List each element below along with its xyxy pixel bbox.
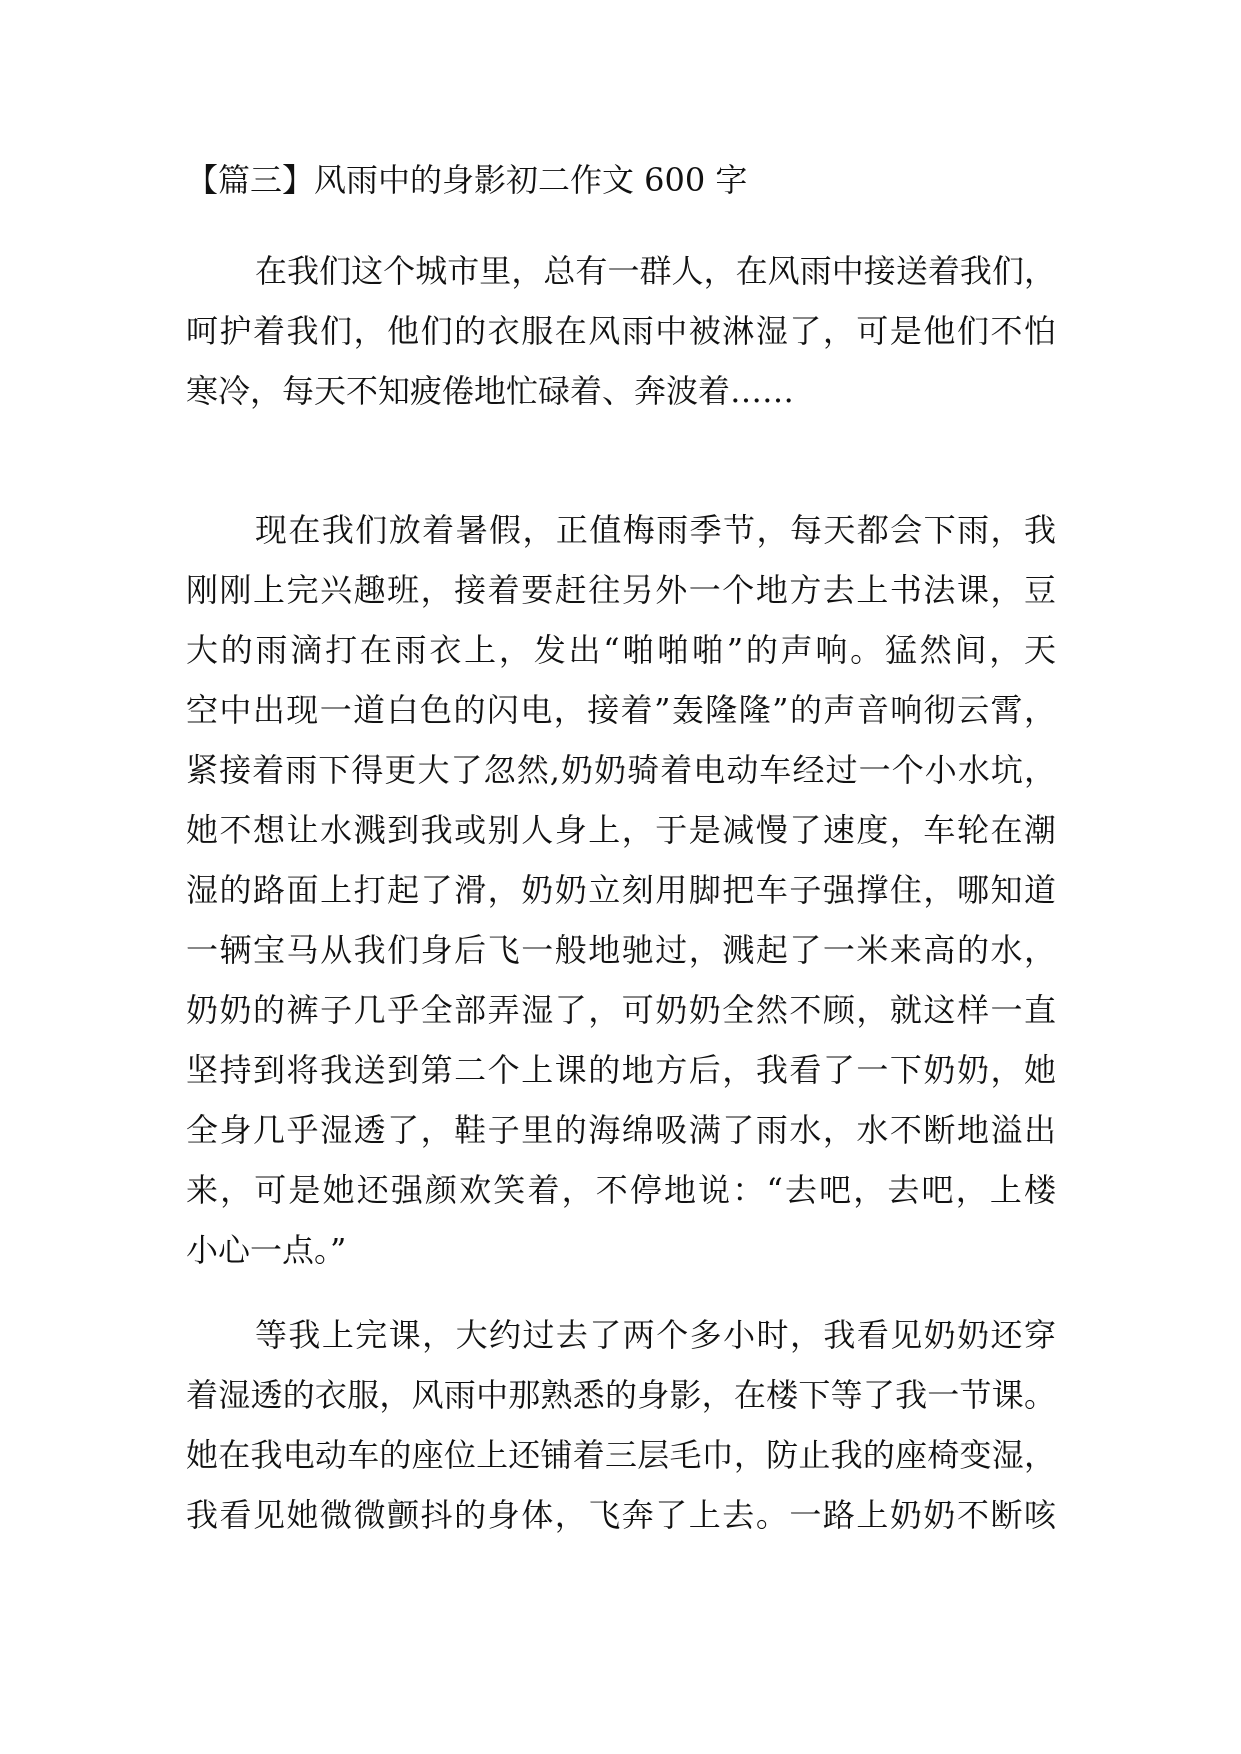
paragraph-line: 奶奶的裤子几乎全部弄湿了，可奶奶全然不顾，就这样一直: [186, 991, 1056, 1029]
paragraph-line: 紧接着雨下得更大了忽然,奶奶骑着电动车经过一个小水坑，: [186, 751, 1056, 789]
paragraph-line: 空中出现一道白色的闪电，接着”轰隆隆”的声音响彻云霄，: [186, 691, 1056, 729]
paragraph-line: 大的雨滴打在雨衣上，发出“啪啪啪”的声响。猛然间，天: [186, 631, 1056, 669]
paragraph-line: 她在我电动车的座位上还铺着三层毛巾，防止我的座椅变湿，: [186, 1436, 1056, 1474]
paragraph-line: 坚持到将我送到第二个上课的地方后，我看了一下奶奶，她: [186, 1051, 1056, 1089]
paragraph-3: [186, 1305, 1056, 1545]
paragraph-line: 湿的路面上打起了滑，奶奶立刻用脚把车子强撑住，哪知道: [186, 871, 1056, 909]
paragraph-line: 她不想让水溅到我或别人身上，于是减慢了速度，车轮在潮: [186, 811, 1056, 849]
paragraph-line: 来，可是她还强颜欢笑着，不停地说：“去吧，去吧，上楼: [186, 1171, 1056, 1209]
paragraph-line: 寒冷，每天不知疲倦地忙碌着、奔波着……: [186, 372, 795, 410]
paragraph-line: 我看见她微微颤抖的身体，飞奔了上去。一路上奶奶不断咳: [186, 1496, 1056, 1534]
paragraph-line: 一辆宝马从我们身后飞一般地驰过，溅起了一米来高的水，: [186, 931, 1056, 969]
paragraph-line: 在我们这个城市里，总有一群人，在风雨中接送着我们，: [255, 252, 1056, 290]
paragraph-line: 着湿透的衣服，风雨中那熟悉的身影，在楼下等了我一节课。: [186, 1376, 1056, 1414]
paragraph-line: 小心一点。”: [186, 1231, 347, 1269]
paragraph-line: 呵护着我们，他们的衣服在风雨中被淋湿了，可是他们不怕: [186, 312, 1056, 350]
paragraph-1: [186, 241, 1056, 421]
paragraph-line: 刚刚上完兴趣班，接着要赶往另外一个地方去上书法课，豆: [186, 571, 1056, 609]
paragraph-line: 现在我们放着暑假，正值梅雨季节，每天都会下雨，我: [255, 511, 1056, 549]
paragraph-2: [186, 500, 1056, 1280]
paragraph-line: 全身几乎湿透了，鞋子里的海绵吸满了雨水，水不断地溢出: [186, 1111, 1056, 1149]
paragraph-line: 等我上完课，大约过去了两个多小时，我看见奶奶还穿: [255, 1316, 1056, 1354]
document-title: 【篇三】风雨中的身影初二作文 600 字: [186, 161, 748, 199]
